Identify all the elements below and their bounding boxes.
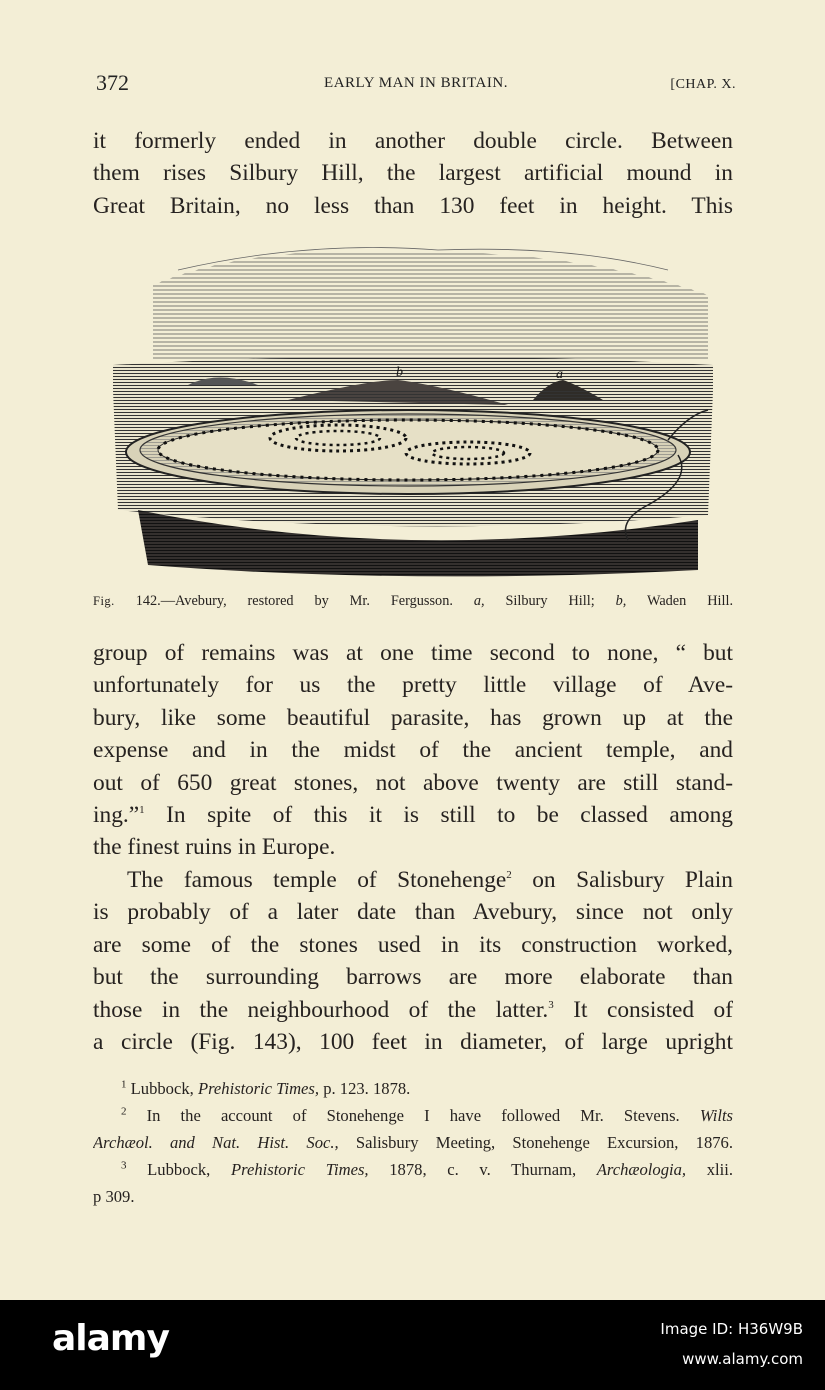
text-line: a circle (Fig. 143), 100 feet in diameter, of large upright bbox=[93, 1028, 733, 1055]
footnote-3-cont: p 309. bbox=[93, 1187, 135, 1206]
running-head bbox=[96, 70, 736, 100]
text-line bbox=[93, 994, 733, 1026]
paragraph-stonehenge bbox=[93, 864, 733, 1058]
text-line: are some of the stones used in its construction worked, bbox=[93, 931, 733, 958]
text-line bbox=[93, 864, 733, 896]
caption-b-text: Waden Hill. bbox=[646, 593, 734, 609]
text-run: ing.” bbox=[93, 801, 140, 828]
footnote-ref-2: 2 bbox=[506, 869, 512, 882]
text-run: The famous temple of Stonehenge bbox=[127, 867, 507, 893]
footnote-ref-3: 3 bbox=[548, 998, 554, 1011]
image-id: Image ID: H36W9B bbox=[660, 1320, 803, 1338]
text-run: It consisted of bbox=[573, 996, 733, 1023]
footnote-2-cont bbox=[93, 1129, 733, 1156]
paragraph-top bbox=[93, 125, 733, 222]
text-line bbox=[93, 799, 733, 831]
text-line: Great Britain, no less than 130 feet in height. This bbox=[93, 192, 733, 219]
text-line: it formerly ended in another double circle. Between bbox=[93, 128, 733, 154]
text-line: them rises Silbury Hill, the largest artificial mound in bbox=[93, 160, 733, 187]
footnote-title: Wilts bbox=[699, 1106, 733, 1125]
caption-text: 142.—Avebury, restored by Mr. Fergusson. bbox=[135, 593, 453, 609]
text-line: expense and in the midst of the ancient temple, and bbox=[93, 737, 733, 764]
figure-label-b: b bbox=[396, 365, 403, 380]
alamy-logo: alamy bbox=[52, 1318, 169, 1359]
footnote-2 bbox=[93, 1102, 733, 1129]
footnote-text: xlii. bbox=[706, 1160, 733, 1179]
footnotes bbox=[93, 1075, 733, 1210]
caption-fig: Fig. bbox=[93, 594, 115, 608]
text-line: bury, like some beautiful parasite, has grown up at the bbox=[93, 704, 733, 731]
footnote-1 bbox=[93, 1075, 733, 1102]
caption-b-letter: b, bbox=[615, 593, 627, 609]
text-line: is probably of a later date than Avebury, since not only bbox=[93, 899, 733, 926]
text-run: those in the neighbourhood of the latter. bbox=[93, 996, 549, 1023]
site-url: www.alamy.com bbox=[682, 1350, 803, 1368]
footnote-title: Archæol. and Nat. Hist. Soc., bbox=[93, 1133, 339, 1152]
chapter-label: [CHAP. X. bbox=[670, 77, 736, 92]
footnote-title: Archæologia, bbox=[596, 1160, 687, 1179]
stock-banner bbox=[0, 1300, 825, 1390]
text-line: the finest ruins in Europe. bbox=[93, 834, 336, 861]
footnote-ref-1: 1 bbox=[139, 804, 145, 817]
footnote-text: Lubbock, bbox=[147, 1160, 211, 1179]
text-line: but the surrounding barrows are more elaborate than bbox=[93, 964, 733, 991]
running-title: EARLY MAN IN BRITAIN. bbox=[324, 75, 508, 91]
figure-caption bbox=[93, 593, 733, 610]
text-run: In spite of this it is still to be classed among bbox=[166, 801, 733, 828]
text-run: on Salisbury Plain bbox=[532, 867, 733, 893]
footnote-mark: 2 bbox=[121, 1105, 127, 1118]
figure-label-a: a bbox=[556, 367, 563, 382]
footnote-mark: 1 bbox=[121, 1078, 127, 1091]
text-line: group of remains was at one time second to none, “ but bbox=[93, 640, 733, 666]
avebury-illustration bbox=[108, 240, 716, 585]
page-number: 372 bbox=[96, 70, 129, 95]
footnote-text: In the account of Stonehenge I have followed Mr. Stevens. bbox=[146, 1106, 680, 1125]
footnote-text: 1878, c. v. Thurnam, bbox=[389, 1160, 577, 1179]
caption-a-letter: a, bbox=[473, 593, 485, 609]
footnote-mark: 3 bbox=[121, 1159, 127, 1172]
footnote-text: Salisbury Meeting, Stonehenge Excursion, 1876. bbox=[355, 1133, 733, 1152]
footnote-3 bbox=[93, 1156, 733, 1183]
footnote-title: Prehistoric Times, bbox=[197, 1079, 320, 1098]
paragraph-avebury bbox=[93, 637, 733, 864]
text-line: out of 650 great stones, not above twenty are still stand- bbox=[93, 769, 733, 796]
footnote-title: Prehistoric Times, bbox=[230, 1160, 369, 1179]
footnote-text: Lubbock, bbox=[130, 1079, 194, 1098]
text-line: unfortunately for us the pretty little village of Ave- bbox=[93, 672, 733, 699]
footnote-text: p. 123. 1878. bbox=[323, 1079, 411, 1098]
caption-a-text: Silbury Hill; bbox=[505, 593, 595, 609]
